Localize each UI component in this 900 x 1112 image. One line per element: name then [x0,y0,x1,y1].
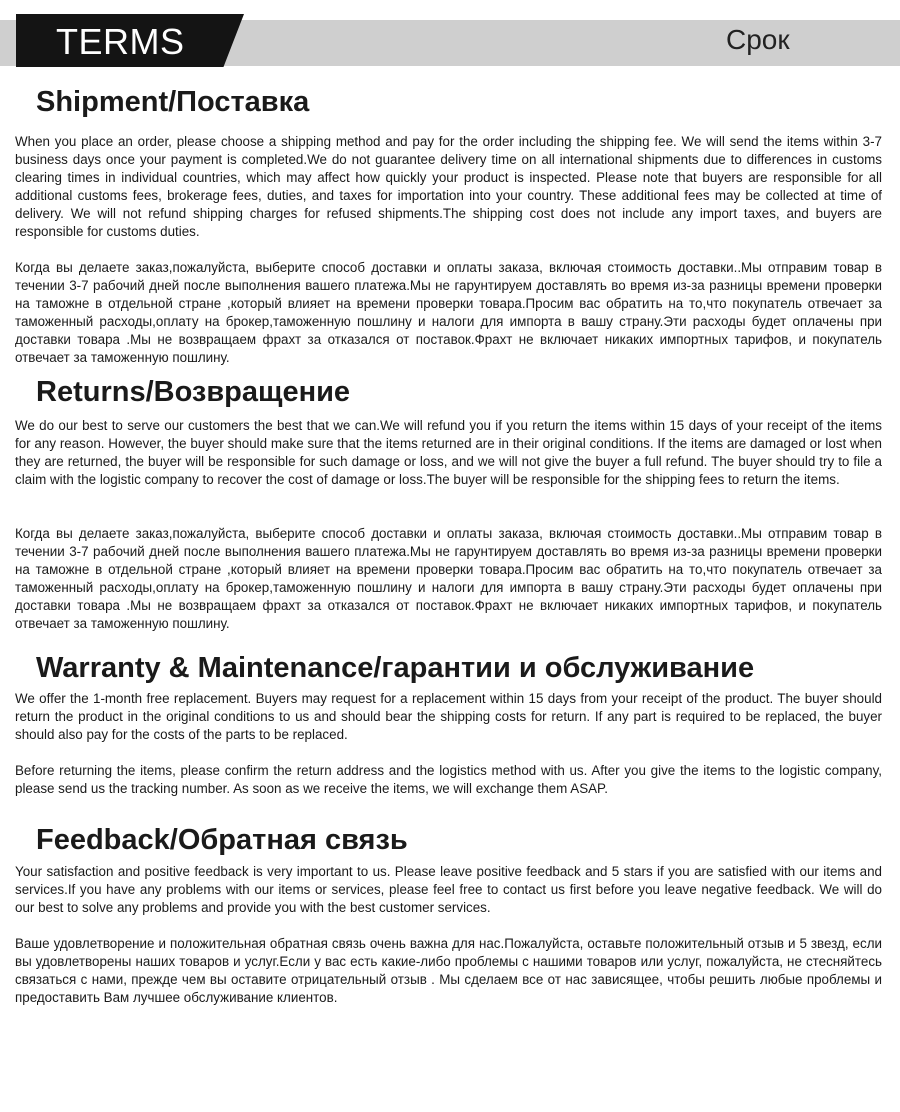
returns-section-title: Returns/Возвращение [36,376,351,408]
header-title-en: TERMS [56,21,185,62]
shipment-paragraph-ru: Когда вы делаете заказ,пожалуйста, выберите способ доставки и оплаты заказа, включая стоимость доставки..Мы отправим товар в течении 3-7 рабочий дней после выполнения вашего платежа.Мы не гарунтируем доставлять во время из-за разницы времени проверки на таможне в отдельной стране ,который влияет на времени проверки товара.Просим вас обратить на то,что покупатель отвечает за таможенный расходы,оплату на брокер,таможенную пошлину и налоги для импорта в вашу страну.Эти расходы будет оплачены при доставки товара .Мы не возвращаем фрахт за отказался от поставок.Фрахт не включает никаких импортных тарифов, и покупатель отвечает за таможенную пошлину. [15,260,882,365]
shipment-section-title: Shipment/Поставка [36,86,310,118]
warranty-section-title: Warranty & Maintenance/гарантии и обслуживание [36,652,755,684]
shipment-paragraph-en: When you place an order, please choose a shipping method and pay for the order including the shipping fee. We will send the items within 3-7 business days once your payment is completed.We do not guarantee delivery time on all international shipments due to differences in customs clearing times in individual countries, which may affect how quickly your product is inspected. Please note that buyers are responsible for all additional customs fees, brokerage fees, duties, and taxes for importation into your country. These additional fees may be collected at time of delivery. We will not refund shipping charges for refused shipments.The shipping cost does not include any import taxes, and buyers are responsible for customs duties. [15,134,882,239]
feedback-paragraph-en: Your satisfaction and positive feedback is very important to us. Please leave positive feedback and 5 stars if you are satisfied with our items and services.If you have any problems with our items or services, please feel free to contact us first before you leave negative feedback. We will do our best to solve any problems and provide you with the best customer services. [15,864,882,915]
returns-paragraph-ru: Когда вы делаете заказ,пожалуйста, выберите способ доставки и оплаты заказа, включая стоимость доставки..Мы отправим товар в течении 3-7 рабочий дней после выполнения вашего платежа.Мы не гарунтируем доставлять во время из-за разницы времени проверки на таможне в отдельной стране ,который влияет на времени проверки товара.Просим вас обратить на то,что покупатель отвечает за таможенный расходы,оплату на брокер,таможенную пошлину и налоги для импорта в вашу страну.Эти расходы будет оплачены при доставки товара .Мы не возвращаем фрахт за отказался от поставок.Фрахт не включает никаких импортных тарифов, и покупатель отвечает за таможенную пошлину. [15,526,882,631]
returns-paragraph-en: We do our best to serve our customers the best that we can.We will refund you if you return the items within 15 days of your receipt of the items for any reason. However, the buyer should make sure that the items returned are in their original conditions. If the items are damaged or lost when they are returned, the buyer will be responsible for such damage or loss, and we will not give the buyer a full refund. The buyer should try to file a claim with the logistic company to recover the cost of damage or loss.The buyer will be responsible for the shipping fees to return the items. [15,418,882,487]
feedback-section-title: Feedback/Обратная связь [36,824,408,856]
warranty-paragraph-1: We offer the 1-month free replacement. Buyers may request for a replacement within 15 days from your receipt of the product. The buyer should return the product in the original conditions to us and should bear the shipping costs for return. If any part is required to be replaced, the buyer should also pay for the costs of the parts to be replaced. [15,691,882,742]
header-title-ru: Срок [726,24,790,55]
warranty-paragraph-2: Before returning the items, please confirm the return address and the logistics method with us. After you give the items to the logistic company, please send us the tracking number. As soon as we receive the items, we will exchange them ASAP. [15,763,882,796]
feedback-paragraph-ru: Ваше удовлетворение и положительная обратная связь очень важна для нас.Пожалуйста, оставьте положительный отзыв и 5 звезд, если вы удовлетворены наших товаров и услуг.Если у вас есть какие-либо проблемы с нашими товаров или услуг, пожалуйста, не стесняйтесь связаться с нами, прежде чем вы оставите отрицательный отзыв . Мы сделаем все от нас зависящее, чтобы решить любые проблемы и предоставить Вам лучшее обслуживание клиентов. [15,936,882,1005]
